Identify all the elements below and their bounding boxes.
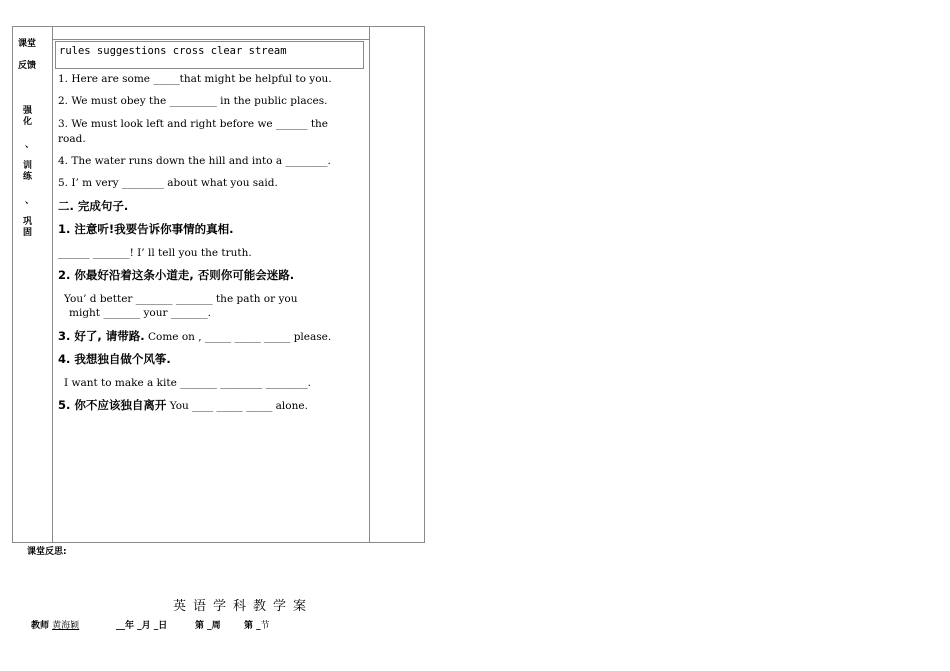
section-heading: 二. 完成句子. bbox=[58, 199, 129, 213]
footer-date: __年 _月 _日 bbox=[116, 621, 168, 631]
side-label-7: 练 bbox=[23, 172, 33, 182]
sentence-5-en: You ____ _____ _____ alone. bbox=[169, 400, 308, 412]
footer-week: 第 _周 bbox=[195, 621, 221, 631]
column-divider-right bbox=[369, 26, 370, 543]
sentence-3-en: Come on , _____ _____ _____ please. bbox=[147, 331, 332, 343]
sentence-5-cn: 5. 你不应该独自离开 bbox=[58, 398, 167, 412]
sentence-1-cn: 1. 注意听!我要告诉你事情的真相. bbox=[58, 222, 234, 236]
exercise-line-3: 3. We must look left and right before we ______ the bbox=[58, 118, 329, 130]
side-label-2: 反馈 bbox=[18, 61, 37, 71]
side-label-4: 化 bbox=[23, 117, 33, 127]
side-label-9: 巩 bbox=[23, 217, 33, 227]
teacher-name: 黄海颖 bbox=[52, 621, 80, 631]
sentence-5 bbox=[58, 398, 308, 413]
side-label-5: 、 bbox=[25, 140, 35, 150]
side-label-1: 课堂 bbox=[18, 39, 37, 49]
sentence-3-cn: 3. 好了, 请带路. bbox=[58, 329, 145, 343]
side-label-6: 训 bbox=[23, 161, 33, 171]
column-divider-left bbox=[52, 26, 53, 543]
side-label-8: 、 bbox=[25, 196, 35, 206]
footer-lesson bbox=[244, 618, 270, 631]
side-label-10: 固 bbox=[23, 228, 33, 238]
exercise-line-3b: road. bbox=[58, 133, 86, 145]
exercise-line-4: 4. The water runs down the hill and into a ________. bbox=[58, 155, 331, 167]
lesson-label: 第 _ bbox=[244, 621, 261, 631]
row-divider bbox=[52, 39, 369, 40]
sentence-2-en2: might _______ your _______. bbox=[69, 307, 211, 319]
sentence-4-cn: 4. 我想独自做个风筝. bbox=[58, 352, 171, 366]
sentence-2-en: You’ d better _______ _______ the path or you bbox=[64, 293, 298, 305]
reflection-label: 课堂反思: bbox=[27, 547, 67, 557]
teacher-label: 教师 bbox=[31, 621, 50, 631]
exercise-line-2: 2. We must obey the _________ in the public places. bbox=[58, 95, 328, 107]
word-bank: rules suggestions cross clear stream bbox=[55, 41, 364, 69]
exercise-line-5: 5. I’ m very ________ about what you said. bbox=[58, 177, 278, 189]
sentence-3 bbox=[58, 329, 331, 344]
footer-teacher bbox=[31, 618, 79, 631]
sentence-1-en: ______ _______! I’ ll tell you the truth. bbox=[58, 247, 252, 259]
side-label-3: 强 bbox=[23, 106, 33, 116]
lesson-unit: 节 bbox=[260, 621, 270, 631]
sentence-4-en: I want to make a kite _______ ________ ________. bbox=[64, 377, 311, 389]
exercise-line-1: 1. Here are some _____that might be helpful to you. bbox=[58, 73, 332, 85]
sentence-2-cn: 2. 你最好沿着这条小道走, 否则你可能会迷路. bbox=[58, 268, 295, 282]
document-title: 英语学科教学案 bbox=[173, 599, 314, 614]
